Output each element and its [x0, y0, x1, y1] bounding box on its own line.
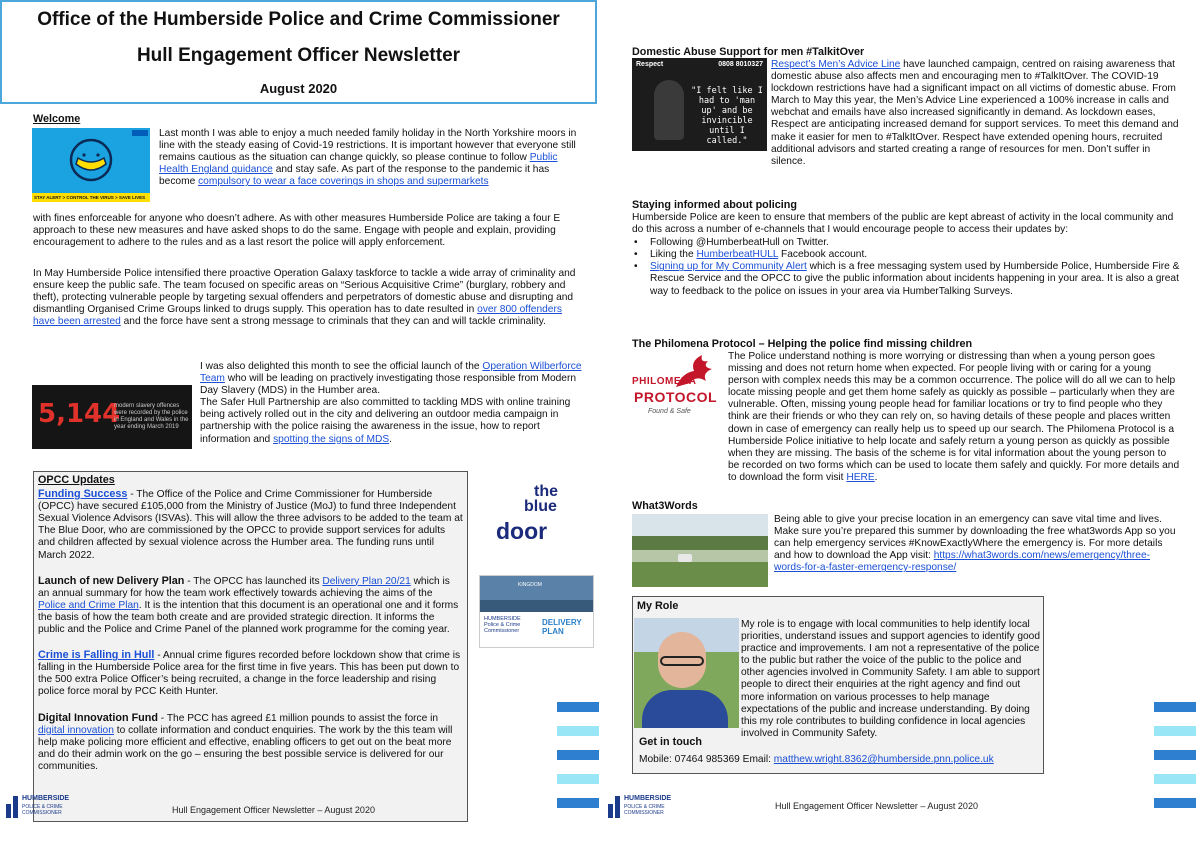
respect-brand: Respect	[636, 61, 664, 68]
delivery-plan-title: Launch of new Delivery Plan	[38, 574, 185, 587]
mds-number: 5,144	[38, 399, 121, 429]
face-coverings-link[interactable]: compulsory to wear a face coverings in shops and supermarkets	[198, 176, 489, 188]
stripe	[1154, 726, 1196, 736]
domestic-abuse-heading: Domestic Abuse Support for men #TalkitOver	[632, 46, 865, 58]
delivery-plan-link[interactable]: Delivery Plan 20/21	[322, 575, 411, 587]
staying-informed-heading: Staying informed about policing	[632, 199, 797, 211]
commissioner-icon	[2, 792, 18, 818]
crime-text: - Annual crime figures recorded before lockdown show that crime is falling in the Humberside Police area for the first time in five years. This has been put down to the 500 extra Police Officer’s being recruited, a change in the force leadership and rising police force moral by PCC Keith Hunter.	[38, 650, 461, 698]
logo-text: Found & Safe	[648, 408, 691, 415]
welcome-heading: Welcome	[33, 113, 81, 125]
w3w-text: Being able to give your precise location in an emergency can save vital time and lives. Make sure you’re prepared this summer by downloading the free what3words App so you can help emergency services #KnowExactlyWhere the emergency is. For more details and how to download the App visit:	[774, 514, 1176, 562]
digital-text: to collate information and conduct enquiries. The work by the this team will help make policing more efficient and effective, enabling officers to get out on the beat more and do their admin work on the go – ensuring the best possible service is delivered for our communities.	[38, 724, 453, 772]
mds-text: The Safer Hull Partnership are also committed to tackling MDS with online training being actively rolled out in the city and delivering an outdoor media campaign in partnership with the police raising the awareness in the issue, how to report information and	[200, 397, 571, 445]
what3words-link[interactable]: https://what3words.com/news/emergency/three-words-for-a-faster-emergency-response/	[774, 550, 1151, 574]
logo-subtitle	[624, 804, 665, 816]
welcome-paragraph-3	[200, 361, 582, 446]
channel-text: which is a free messaging system used by Humberside Police, Humberside Fire & Rescue Service and the OPCC to give the public information about incidents happening in your area. It is also a great way to feedback to the police on issues in your area via HumberTalking Surveys.	[650, 261, 1180, 297]
logo-subtitle	[22, 804, 63, 816]
philomena-protocol-logo	[630, 351, 722, 423]
channel-twitter: • Following @HumberbeatHull on Twitter.	[632, 237, 1180, 249]
logo-line: COMMISSIONER	[22, 810, 62, 816]
footer: Hull Engagement Officer Newsletter – August 2020	[775, 801, 978, 811]
welcome-paragraph-1b	[33, 213, 579, 249]
header-date: August 2020	[259, 81, 338, 96]
blue-door-text: blue	[524, 498, 557, 515]
community-alert-link[interactable]: Signing up for My Community Alert	[650, 261, 807, 273]
plan-label-1: DELIVERY	[542, 618, 582, 627]
staying-informed-section	[632, 212, 1180, 298]
channel-community-alert	[632, 261, 1180, 297]
channel-text: Liking the	[650, 249, 697, 261]
logo-text: PROTOCOL	[634, 389, 718, 405]
footer: Hull Engagement Officer Newsletter – August 2020	[172, 805, 375, 815]
domestic-text: have launched campaign, centred on raising awareness that domestic abuse also affects men and encouraging men to #TalkItOver. The COVID-19 lockdown restrictions have had a significant impact on all victims of domestic abuse. From March to May this year, the Men’s Advice Line experienced a 100% increase in calls and webchat and emails have also increased significantly in demand. As lockdown eases, Respect are anticipating increased demand for support services. To meet this demand and make it easier for men to #TalkItOver. Respect have extended opening hours, recruited additional advisors and started creating a range of resources for men. Don’t suffer in silence.	[771, 59, 1179, 167]
welcome-paragraph-2	[33, 268, 579, 328]
blue-door-text: door	[496, 518, 548, 544]
mds-caption: modern slavery offences were recorded by the police in England and Wales in the year ending March 2019	[114, 403, 189, 430]
header-subtitle: Hull Engagement Officer Newsletter	[136, 45, 461, 66]
phe-guidance-link[interactable]: Public Health England guidance	[159, 152, 558, 176]
digital-innovation-link[interactable]: digital innovation	[38, 724, 114, 736]
funding-success-link[interactable]: Funding Success	[38, 488, 128, 501]
signs-of-mds-link[interactable]: spotting the signs of MDS	[273, 433, 390, 445]
channel-text: Facebook account.	[778, 249, 868, 261]
banner-text: KINGDOM	[518, 582, 542, 588]
logo-text: PHILOMENA	[632, 376, 697, 387]
nhs-logo	[132, 130, 148, 136]
philomena-form-link[interactable]: HERE	[846, 471, 875, 483]
plan-commissioner-logo: HUMBERSIDE Police & Crime Commissioner	[484, 616, 521, 634]
newsletter-page-right	[600, 0, 1200, 848]
wilberforce-text: I was also delighted this month to see the official launch of the	[200, 361, 483, 372]
logo-name: HUMBERSIDE	[624, 795, 672, 802]
modern-slavery-stat-image	[32, 385, 192, 449]
logo-line: COMMISSIONER	[624, 810, 664, 816]
stripe	[557, 726, 599, 736]
welcome-paragraph-1a	[159, 128, 579, 188]
philomena-text-a	[728, 351, 1180, 484]
what3words-text	[774, 514, 1178, 574]
stripe	[557, 798, 599, 808]
my-role-heading: My Role	[637, 600, 679, 612]
logo-line: POLICE & CRIME	[624, 804, 665, 810]
blue-door-text: the	[534, 483, 558, 500]
plan-text: . It is the intention that this document is an operational one and it forms the basis of how the team both create and are provided strategic direction. It informs the public and the Police and Crime Panel of the planned work programme for the coming year.	[38, 599, 459, 636]
police-car	[678, 554, 692, 562]
mens-advice-line-link[interactable]: Respect’s Men’s Advice Line	[771, 59, 901, 70]
mobile-number: Mobile: 07464 985369 Email:	[639, 754, 774, 765]
decorative-stripes	[1154, 702, 1196, 822]
what3words-image	[632, 514, 768, 587]
channels-list	[632, 237, 1180, 297]
officer-photo	[634, 618, 739, 728]
stripe	[1154, 702, 1196, 712]
welcome-text: Last month I was able to enjoy a much needed family holiday in the North Yorkshire moors in line with the steady easing of Covid-19 restrictions. It is important however that everyone still remains cautious as the situation can change quickly, so please continue to follow	[159, 128, 577, 164]
opcc-heading: OPCC Updates	[38, 474, 115, 486]
humberbeat-facebook-link[interactable]: HumberbeatHULL	[696, 249, 779, 261]
channel-facebook	[632, 249, 1180, 261]
face-covering-image	[32, 128, 150, 202]
get-in-touch-heading: Get in touch	[639, 736, 702, 748]
man-silhouette	[654, 80, 684, 140]
funding-text: - The Office of the Police and Crime Commissioner for Humberside (OPCC) have secured £105,000 from the Ministry of Justice (MoJ) to fund three Independent Sexual Violence Advisors (ISVAs). This will allow the three advisors to be added to the team at The Blue Door, who are commissioned by the OPCC to provide support services for adults and children affected by sexual violence across the Humber area. The funding runs until March 2022.	[38, 489, 463, 561]
logo-name: HUMBERSIDE	[22, 795, 70, 802]
operation-wilberforce-link[interactable]: Operation Wilberforce Team	[200, 361, 582, 385]
welcome-text: with fines enforceable for anyone who doesn’t adhere. As with other measures Humberside Police are taking a four E approach to these new measures and have asked shops to do the same. Engage with people and explain, providing encouragement to adhere to the rules and as a last resort the police will apply enforcement.	[33, 213, 561, 249]
newsletter-header	[0, 0, 597, 104]
face-mask-icon	[32, 128, 150, 202]
email-link[interactable]: matthew.wright.8362@humberside.pnn.police.uk	[773, 754, 994, 765]
informed-intro: Humberside Police are keen to ensure that members of the public are kept abreast of activity in the local community and do this across a number of e-channels that I would encourage people to access their updates by:	[632, 212, 1174, 236]
what3words-heading: What3Words	[632, 500, 698, 512]
respect-quote: "I felt like I had to 'man up' and be invincible until I called."	[691, 86, 763, 146]
police-crime-plan-link[interactable]: Police and Crime Plan	[38, 599, 139, 611]
digital-text: - The PCC has agreed £1 million pounds to assist the force in	[157, 712, 439, 724]
harbour-photo	[480, 576, 594, 612]
philomena-text: The Police understand nothing is more worrying or distressing than when a young person goes missing and does not return home when expected. For people living with or caring for a young person with complex needs this may be a common occurrence. The police will do all we can to help locate missing people and get them home safely as quickly as possible – particularly when they are vulnerable. Often, missing young people head for familiar locations or try to find people who they think are their friends or who they can rely on, so having details of these people and places written down in case of emergency can really help us to speed up our search. The Philomena Protocol is a Humberside Police initiative to help locate and safely return a young person as quickly as possible when they are missing. The basis of the scheme is for vital information about the young person to be recorded on two forms which can be used to locate them safely and quickly. For more details and to download the form visit HERE.	[728, 351, 1180, 483]
covid-slogan: STAY ALERT > CONTROL THE VIRUS > SAVE LIVES	[32, 193, 150, 202]
respect-campaign-image	[632, 58, 767, 151]
stripe	[557, 750, 599, 760]
crime-falling-link[interactable]: Crime is Falling in Hull	[38, 649, 155, 662]
galaxy-text: and the force have sent a strong message to criminals that they can and will tackle criminality.	[120, 316, 546, 328]
offenders-arrested-link[interactable]: over 800 offenders have been arrested	[33, 304, 562, 328]
header-title: Office of the Humberside Police and Crime Commissioner	[37, 9, 560, 30]
logo-line: POLICE & CRIME	[22, 804, 63, 810]
welcome-text: and stay safe. As part of the response to the pandemic it has become	[159, 164, 550, 188]
stripe	[557, 702, 599, 712]
plan-text: which is an annual summary for how the team work effectively towards achieving the aims of the	[38, 575, 450, 599]
stripe	[1154, 774, 1196, 784]
stripe	[1154, 798, 1196, 808]
philomena-heading: The Philomena Protocol – Helping the police find missing children	[632, 338, 973, 350]
stripe	[557, 774, 599, 784]
digital-fund-title: Digital Innovation Fund	[38, 711, 158, 724]
commissioner-icon	[604, 792, 620, 818]
plan-label	[542, 618, 582, 636]
galaxy-text: In May Humberside Police intensified there proactive Operation Galaxy taskforce to tackle a wide array of criminality and ensure keep the public safe. The team focused on specific areas on “Serious Acquisitive Crime” (burglary, robbery and theft), protecting vulnerable people by targeting sexual offenders and perpetrators of domestic abuse and disrupting and dismantling Organised Crime Groups linked to drugs supply. This operation has to date resulted in	[33, 268, 576, 316]
respect-phone: 0808 8010327	[718, 61, 763, 68]
mds-text: .	[389, 433, 392, 445]
contact-details	[639, 754, 994, 766]
opcc-updates-box	[33, 471, 468, 822]
domestic-abuse-text-a	[771, 59, 1179, 168]
delivery-plan-image	[479, 575, 594, 648]
wilberforce-text: who will be leading on practively investigating those responsible from Modern Day Slavery (MDS) in the Humber area.	[200, 373, 577, 397]
stripe	[1154, 750, 1196, 760]
plan-text: - The OPCC has launched its	[184, 575, 323, 587]
my-role-text: My role is to engage with local communities to help identify local priorities, understand issues and support agencies to identify good practice and improvements. I am not a representative of the police to the public but rather the voice of the public to the police and other agencies involved in Community Safety. I am able to support people to direct their enquiries at the right agency and find out more information on various processes to help manage expectations of the public and increase understanding. By doing this my role contributes to building confidence in local agencies involved in Community Safety.	[741, 619, 1041, 739]
decorative-stripes	[557, 702, 599, 822]
blue-door-logo	[494, 484, 570, 552]
plan-label-2: PLAN	[542, 627, 564, 636]
